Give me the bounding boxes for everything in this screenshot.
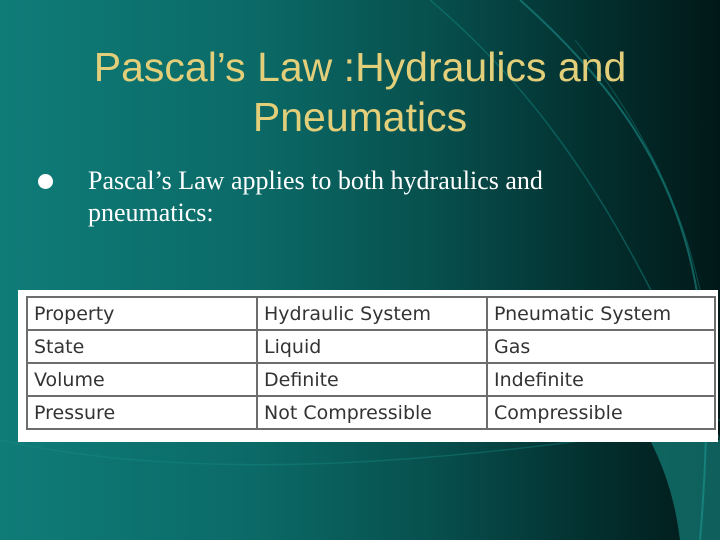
table-cell: Definite <box>257 363 487 396</box>
table-row <box>27 330 715 363</box>
table-cell: Pneumatic System <box>487 297 715 330</box>
table-header-row <box>27 297 715 330</box>
bullet-icon <box>38 174 53 189</box>
table-cell: Compressible <box>487 396 715 429</box>
slide-title <box>20 42 700 142</box>
table-cell: Property <box>27 297 257 330</box>
bullet-item <box>62 165 662 229</box>
table-cell: Indefinite <box>487 363 715 396</box>
title-line-2: Pneumatics <box>252 94 468 140</box>
table-cell: Hydraulic System <box>257 297 487 330</box>
table-row <box>27 396 715 429</box>
table-cell: Not Compressible <box>257 396 487 429</box>
table-cell: State <box>27 330 257 363</box>
table-row <box>27 363 715 396</box>
comparison-table-panel <box>18 290 718 442</box>
table-cell: Pressure <box>27 396 257 429</box>
bullet-text-line-1: Pascal’s Law applies to both hydraulics and <box>88 166 543 195</box>
title-line-1: Pascal’s Law :Hydraulics and <box>93 44 627 90</box>
table-cell: Volume <box>27 363 257 396</box>
table-cell: Gas <box>487 330 715 363</box>
table-cell: Liquid <box>257 330 487 363</box>
comparison-table <box>26 296 716 430</box>
bullet-text-line-2: pneumatics: <box>88 198 214 227</box>
